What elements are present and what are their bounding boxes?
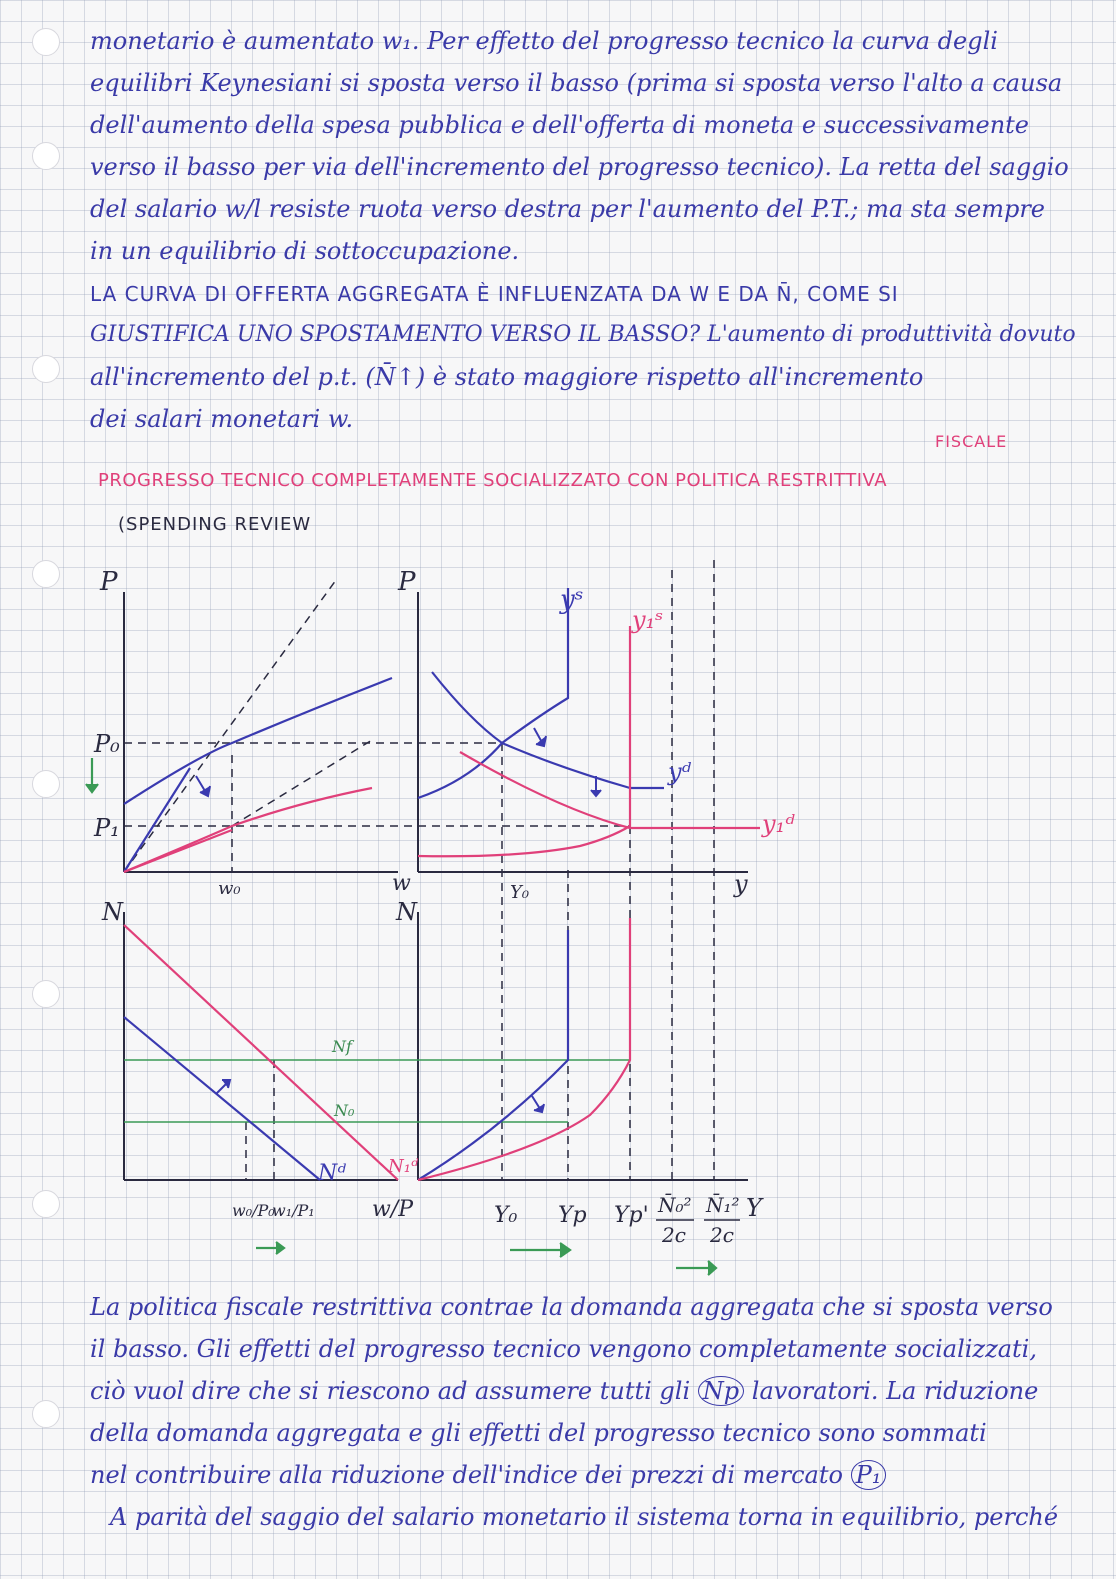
n0-label: N₀: [334, 1101, 355, 1120]
question-line-4: dei salari monetari w.: [90, 405, 354, 433]
y1d-label: y₁ᵈ: [762, 810, 795, 838]
n-axis-right-label: N: [396, 898, 417, 926]
section-inserted-word: FISCALE: [935, 432, 1008, 451]
wage-shift-arrow: [196, 776, 210, 796]
question-line-1: LA CURVA DI OFFERTA AGGREGATA È INFLUENZATA DA W E DA N̄, COME SI: [90, 282, 899, 306]
y-right-arrow-1: [510, 1243, 570, 1257]
question-line-2: GIUSTIFICA UNO SPOSTAMENTO VERSO IL BASSO? L'aumento di produttività dovuto: [90, 322, 1076, 347]
y0-top-label: Y₀: [510, 882, 530, 903]
wp-axis-label: w/P: [372, 1197, 414, 1222]
note-line-2: equilibri Keynesiani si sposta verso il basso (prima si sposta verso l'alto a causa: [90, 69, 1063, 97]
note-line-1: monetario è aumentato w₁. Per effetto del progresso tecnico la curva degli: [90, 27, 998, 55]
p1-circled: P₁: [851, 1460, 887, 1490]
bottom-note-line-5: [90, 1460, 886, 1490]
yp1-label: Yp': [614, 1203, 649, 1228]
section-subtitle: (SPENDING REVIEW: [118, 514, 312, 535]
binder-hole: [32, 1400, 60, 1428]
bottom-note-line-3: [90, 1376, 1038, 1406]
yd-label: yᵈ: [668, 758, 692, 786]
y-right-arrow-2: [676, 1261, 716, 1275]
w0-label: w₀: [218, 878, 241, 899]
w0p0-label: w₀/P₀: [232, 1201, 275, 1220]
wp-right-arrow: [256, 1242, 284, 1254]
bottom-note-line-3-end: lavoratori. La riduzione: [751, 1377, 1039, 1405]
note-line-6: in un equilibrio di sottoccupazione.: [90, 237, 520, 265]
n1d-label: N₁ᵈ: [388, 1156, 419, 1177]
bottom-note-line-5-text: nel contribuire alla riduzione dell'indice dei prezzi di mercato: [90, 1461, 843, 1489]
yp-label: Yp: [558, 1203, 587, 1228]
ys-shift-arrow: [534, 728, 546, 746]
p-axis-right-label: P: [398, 567, 416, 597]
production-shift-arrow: [532, 1096, 544, 1112]
production-curve-pink: [418, 918, 630, 1180]
bottom-note-line-4: della domanda aggregata e gli effetti del progresso tecnico sono sommati: [90, 1419, 987, 1447]
binder-hole: [32, 142, 60, 170]
diag-dashed-2: [232, 740, 372, 826]
note-line-5: del salario w/l resiste ruota verso destra per l'aumento del P.T.; ma sta sempre: [90, 195, 1045, 223]
np-circled: Np: [698, 1376, 744, 1406]
p-axis-left-label: P: [100, 567, 118, 597]
nd-label: Nᵈ: [318, 1161, 347, 1186]
diag-dashed-1: [124, 580, 336, 872]
bottom-note-line-1: La politica fiscale restrittiva contrae la domanda aggregata che si sposta verso: [90, 1293, 1053, 1321]
section-title: PROGRESSO TECNICO COMPLETAMENTE SOCIALIZZATO CON POLITICA RESTRITTIVA: [98, 470, 888, 491]
question-line-3: all'incremento del p.t. (N̄↑) è stato maggiore rispetto all'incremento: [90, 363, 924, 391]
w-axis-label: w: [392, 871, 411, 896]
wage-curve-blue: [124, 678, 392, 804]
binder-hole: [32, 28, 60, 56]
bottom-note-line-2: il basso. Gli effetti del progresso tecnico vengono completamente socializzati,: [90, 1335, 1037, 1363]
note-line-4: verso il basso per via dell'incremento del progresso tecnico). La retta del saggio: [90, 153, 1069, 181]
y1d-curve: [460, 752, 760, 828]
p-down-arrow: [86, 758, 98, 792]
wage-ray-pink: [124, 830, 232, 872]
n-levels: [124, 1060, 630, 1122]
four-quadrant-diagram: [0, 540, 1116, 1280]
ys-label: yˢ: [560, 585, 584, 615]
n1-fraction-num: N̄₁²: [706, 1193, 740, 1217]
y1s-label: y₁ˢ: [632, 606, 664, 634]
y1s-curve: [418, 626, 630, 856]
p1-label: P₁: [94, 814, 120, 842]
n1-fraction-den: 2c: [710, 1223, 734, 1247]
y0-label: Y₀: [494, 1203, 518, 1228]
nf-label: Nf: [332, 1037, 352, 1056]
y-axis-bottom-label: Y: [746, 1194, 762, 1222]
nd-shift-arrow: [216, 1080, 230, 1094]
wage-curve-pink: [124, 788, 372, 872]
ys-curve: [418, 588, 568, 798]
y-axis-top-label: y: [734, 870, 748, 898]
nd-curve-blue: [124, 1017, 320, 1180]
n0-fraction-den: 2c: [662, 1223, 686, 1247]
note-line-3: dell'aumento della spesa pubblica e dell'offerta di moneta e successivamente: [90, 111, 1029, 139]
production-curve-blue: [418, 930, 568, 1180]
w1p1-label: w₁/P₁: [272, 1201, 315, 1220]
n-axis-left-label: N: [102, 898, 123, 926]
bottom-note-line-6: A parità del saggio del salario monetario il sistema torna in equilibrio, perché: [110, 1503, 1059, 1531]
bottom-note-line-3-start: ciò vuol dire che si riescono ad assumere tutti gli: [90, 1377, 691, 1405]
p0-label: P₀: [94, 730, 120, 758]
binder-hole: [32, 355, 60, 383]
n0-fraction-num: N̄₀²: [658, 1193, 692, 1217]
